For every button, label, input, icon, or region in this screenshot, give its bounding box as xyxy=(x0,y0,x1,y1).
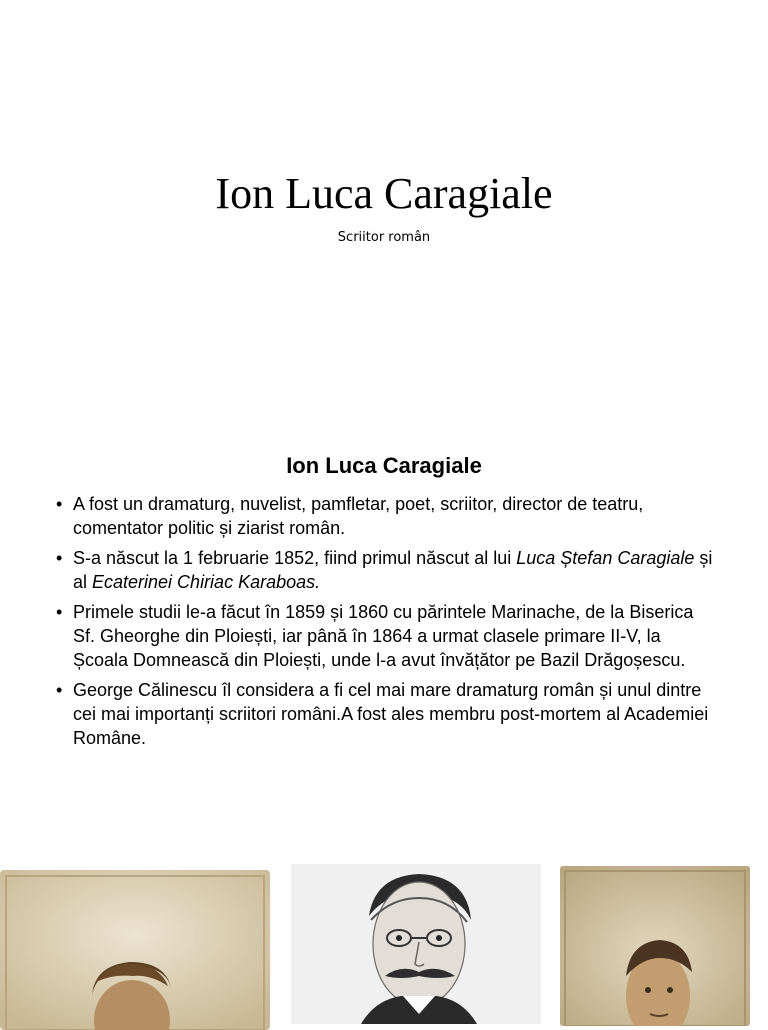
bullet-text: Primele studii le-a făcut în 1859 și 1860 cu părintele Marinache, de la Biserica Sf. Gheorghe din Ploiești, iar până în 1864 a urmat clasele primare II-V, la Școala Domnească din Ploiești, unde l-a avut învățător pe Bazil Drăgoșescu. xyxy=(73,602,694,670)
portrait-photo-sepia-left xyxy=(0,870,270,1030)
slide-title: Ion Luca Caragiale xyxy=(215,169,553,218)
title-slide xyxy=(0,0,768,420)
bullet-item xyxy=(56,492,716,540)
portrait-engraving-center xyxy=(291,864,541,1024)
bullet-text: S-a născut la 1 februarie 1852, fiind primul născut al lui xyxy=(73,548,517,568)
bullet-list xyxy=(56,492,716,756)
photo-strip xyxy=(0,864,768,1024)
bullet-text: A fost un dramaturg, nuvelist, pamfletar, poet, scriitor, director de teatru, comentator politic și ziarist român. xyxy=(73,494,644,538)
bullet-text: și al xyxy=(73,548,713,592)
bullet-text: George Călinescu îl considera a fi cel mai mare dramaturg român și unul dintre cei mai importanți scriitori români.A fost ales membru post-mortem al Academiei Române. xyxy=(73,680,709,748)
bullet-item xyxy=(56,600,716,672)
portrait-photo-sepia-right xyxy=(560,866,750,1026)
content-slide xyxy=(0,420,768,840)
bullet-italic-text: Luca Ștefan Caragiale xyxy=(516,548,695,568)
content-title: Ion Luca Caragiale xyxy=(286,453,482,478)
bullet-item xyxy=(56,678,716,750)
bullet-italic-text: Ecaterinei Chiriac Karaboas. xyxy=(92,572,321,592)
slide-subtitle: Scriitor român xyxy=(337,230,431,245)
bullet-item xyxy=(56,546,716,594)
